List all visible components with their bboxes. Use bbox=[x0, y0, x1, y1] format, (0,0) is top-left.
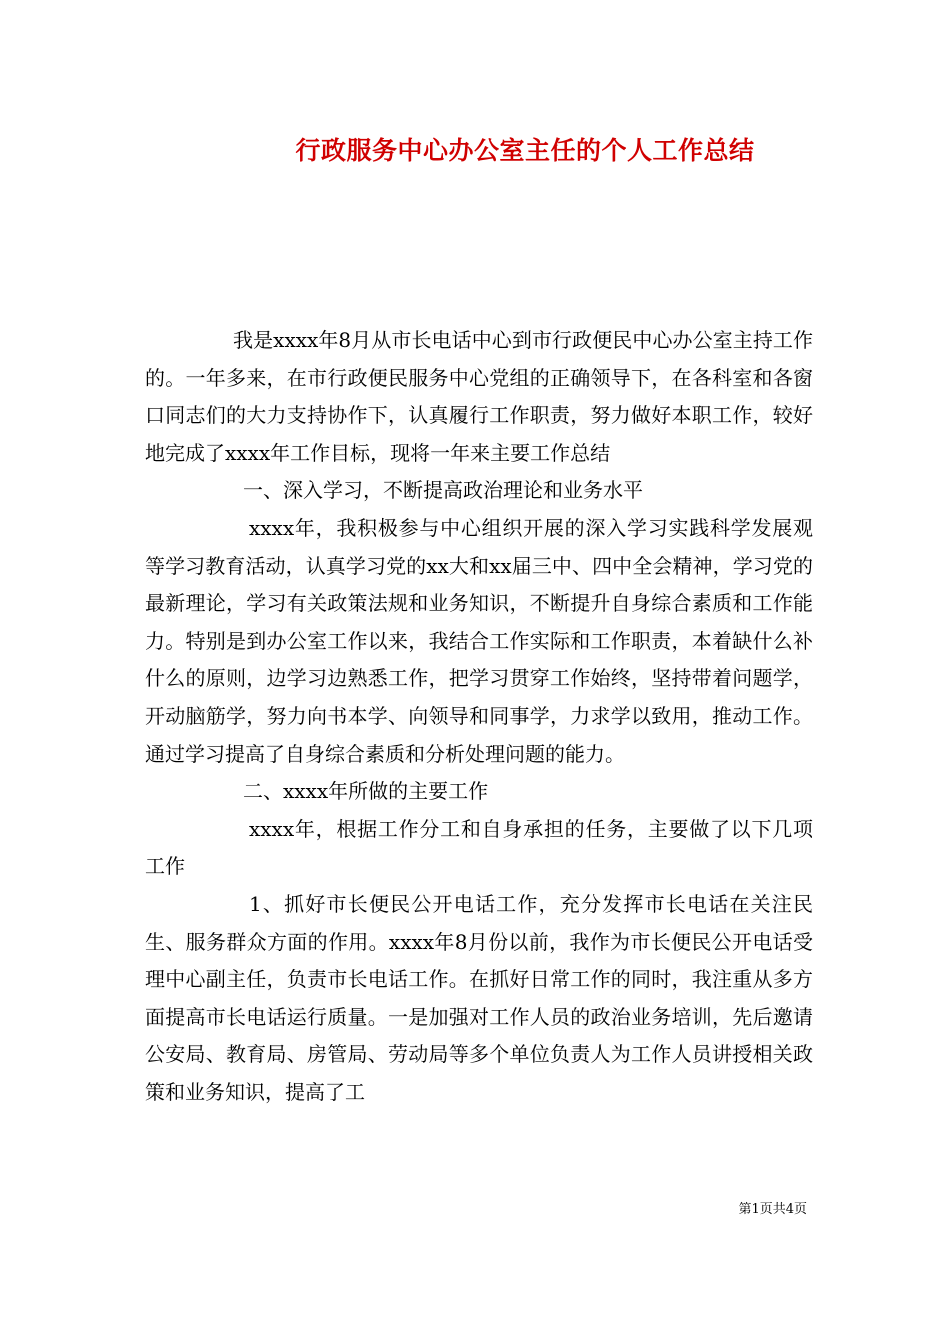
page-number: 第1页共4页 bbox=[738, 1202, 807, 1217]
work-item-1-paragraph: 1、抓好市长便民公开电话工作，充分发挥市长电话在关注民生、服务群众方面的作用。xxxx年8月份以前，我作为市长便民公开电话受理中心副主任，负责市长电话工作。在抓好日常工作的同时，我注重从多方面提高市长电话运行质量。一是加强对工作人员的政治业务培训，先后邀请公安局、教育局、房管局、劳动局等多个单位负责人为工作人员讲授相关政策和业务知识，提高了工 bbox=[145, 891, 813, 1104]
document-title: 行政服务中心办公室主任的个人工作总结 bbox=[295, 136, 755, 165]
intro-paragraph: 我是xxxx年8月从市长电话中心到市行政便民中心办公室主持工作的。一年多来，在市行政便民服务中心党组的正确领导下，在各科室和各窗口同志们的大力支持协作下，认真履行工作职责，努力做好本职工作，较好地完成了xxxx年工作目标，现将一年来主要工作总结 bbox=[145, 328, 813, 465]
section-heading-1: 一、深入学习，不断提高政治理论和业务水平 bbox=[243, 478, 643, 503]
document-body bbox=[145, 322, 813, 1111]
section-heading-2: 二、xxxx年所做的主要工作 bbox=[243, 779, 489, 804]
section-2-intro-paragraph: xxxx年，根据工作分工和自身承担的任务，主要做了以下几项工作 bbox=[145, 816, 813, 879]
section-1-paragraph: xxxx年，我积极参与中心组织开展的深入学习实践科学发展观等学习教育活动，认真学习党的xx大和xx届三中、四中全会精神，学习党的最新理论，学习有关政策法规和业务知识，不断提升自身综合素质和工作能力。特别是到办公室工作以来，我结合工作实际和工作职责，本着缺什么补什么的原则，边学习边熟悉工作，把学习贯穿工作始终，坚持带着问题学，开动脑筋学，努力向书本学、向领导和同事学，力求学以致用，推动工作。通过学习提高了自身综合素质和分析处理问题的能力。 bbox=[145, 515, 813, 766]
